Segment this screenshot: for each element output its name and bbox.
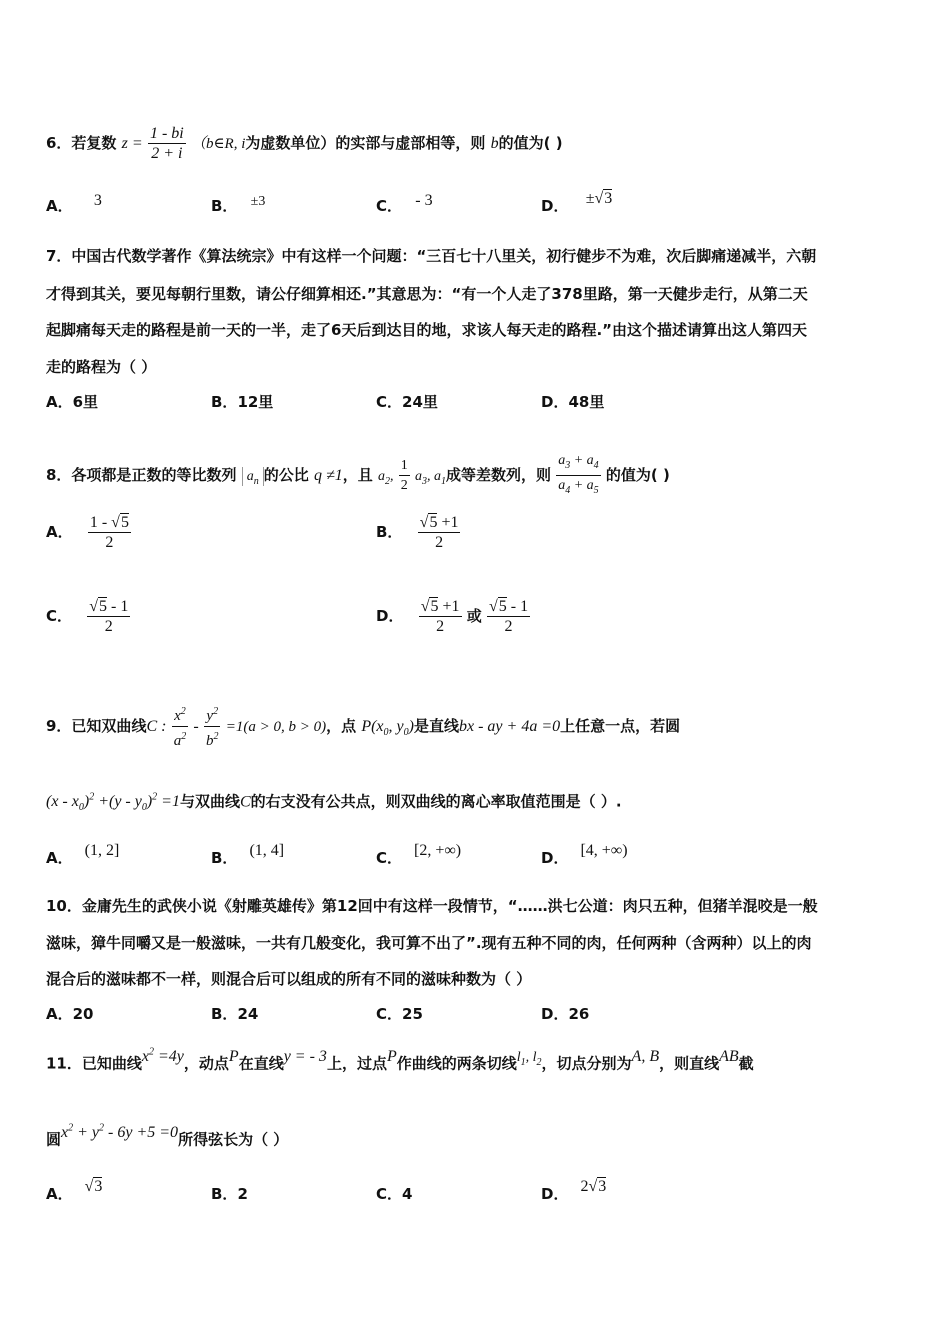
q6-option-c[interactable] (376, 192, 433, 217)
q11-points-ab: A, B (631, 1048, 660, 1066)
q11-tangent-lines: $l_1$, $l_2$ (516, 1050, 542, 1069)
question-9-stem (46, 702, 680, 751)
question-6-stem (46, 124, 563, 163)
q10-option-a[interactable] (46, 1004, 93, 1024)
question-8-stem (46, 451, 670, 500)
question-7-line-3: 起脚痛每天走的路程是前一天的一半，走了6天后到达目的地，求该人每天走的路程.”由这个描述请算出这人第四天 (46, 321, 807, 339)
option-value: $\frac{√5 +1}{2}$ (419, 514, 459, 551)
option-label: C． (46, 607, 73, 625)
question-10-line-1: 10．金庸先生的武侠小说《射雕英雄传》第12回中有这样一段情节，“……洪七公道：肉只五种，但猪羊混咬是一般 (46, 897, 818, 915)
option-value: 12里 (237, 393, 274, 411)
option-value: √3 (84, 1178, 103, 1195)
option-label: A． (46, 523, 73, 541)
option-value: 6里 (72, 393, 99, 411)
question-6-number: 6．若复数 (46, 134, 117, 152)
q11-line: y = - 3 (283, 1048, 327, 1066)
option-value: (1, 2] (84, 842, 120, 859)
option-value: 2 (237, 1185, 248, 1203)
option-value: 3 (93, 192, 102, 209)
q8-text-1: 的公比 (263, 465, 309, 484)
q11-text-7: 截 (738, 1054, 754, 1073)
option-or: 或 (466, 607, 482, 625)
q9-frac-x: $\frac{x^2}{a^2}$ (172, 702, 189, 751)
q6-option-a[interactable] (46, 192, 102, 217)
q8-option-c[interactable] (46, 597, 130, 636)
q8-option-a[interactable] (46, 513, 131, 552)
q11-option-b[interactable] (211, 1184, 248, 1204)
q10-option-b[interactable] (211, 1004, 258, 1024)
option-label: A． (46, 197, 73, 215)
q9-option-a[interactable] (46, 842, 120, 869)
q6-fraction-numerator: 1 - bi (149, 125, 184, 142)
option-label: C． (376, 197, 403, 215)
option-label: D． (541, 1185, 569, 1203)
option-value: ±√3 (585, 190, 613, 207)
q9-point-p: $P(x_0$, $y_0$) (361, 718, 414, 739)
q11-line-ab: AB (719, 1048, 739, 1066)
option-value: 24里 (402, 393, 438, 411)
question-9-number: 9．已知双曲线 (46, 717, 147, 735)
q6-fraction (148, 124, 186, 163)
option-label: B． (211, 393, 238, 411)
option-label: B． (211, 1185, 238, 1203)
q8-ratio-fraction: $\frac{a_3 + a_4}{a_4 + a_5}$ (558, 453, 599, 496)
question-11-stem (46, 1047, 754, 1080)
option-value: (1, 4] (249, 842, 285, 859)
q11-text-1: ，动点 (183, 1054, 229, 1073)
q6-tail: 的值为( ) (498, 134, 563, 152)
q11-text-4: 作曲线的两条切线 (396, 1054, 517, 1073)
q9-option-b[interactable] (211, 842, 285, 869)
option-label: A． (46, 1005, 73, 1023)
q8-term-a3-a1: $a_3$, $a_1$ (414, 468, 446, 487)
option-label: A． (46, 393, 73, 411)
q9-option-c[interactable] (376, 842, 462, 869)
q6-z-lhs: z = (121, 135, 143, 152)
q10-option-d[interactable] (541, 1004, 589, 1024)
question-7-line-2: 才得到其关，要见每朝行里数，请公仔细算相还.”其意思为：“有一个人走了378里路，第一天健步走行，从第二天 (46, 285, 808, 303)
question-11-number: 11．已知曲线 (46, 1054, 142, 1073)
option-value: 24 (237, 1005, 259, 1023)
q10-option-c[interactable] (376, 1004, 423, 1024)
option-label: D． (541, 393, 569, 411)
q9-text-3: 上任意一点，若圆 (560, 717, 681, 735)
option-label: D． (541, 1005, 569, 1023)
q8-text-3: 成等差数列，则 (445, 465, 551, 484)
q7-option-b[interactable] (211, 392, 273, 412)
q11-circle-prefix: 圆 (46, 1130, 62, 1149)
option-label: B． (211, 1005, 238, 1023)
option-value: 2√3 (580, 1178, 607, 1195)
question-10-line-3: 混合后的滋味都不一样，则混合后可以组成的所有不同的滋味种数为（ ） (46, 970, 532, 988)
q9-frac-y: $\frac{y^2}{b^2}$ (204, 702, 221, 751)
question-10-line-2: 滋味，獐牛同嚼又是一般滋味，一共有几般变化，我可算不出了”.现有五种不同的肉，任何两种（含两种）以上的肉 (46, 934, 812, 952)
q9-text-5: 的右支没有公共点，则双曲线的离心率取值范围是（ ）. (250, 792, 622, 811)
option-value: $\frac{√5 +1}{2}$ (420, 598, 460, 635)
option-label: D． (376, 607, 404, 625)
q8-text-2: ，且 (342, 465, 373, 484)
q11-point-p: P (228, 1048, 239, 1066)
q6-var-b: b (490, 135, 499, 152)
q11-option-a[interactable] (46, 1178, 103, 1205)
q11-text-5: ，切点分别为 (541, 1054, 632, 1073)
question-11-line-2 (46, 1123, 289, 1150)
option-value: ±3 (250, 194, 266, 209)
option-label: B． (211, 849, 238, 867)
q6-option-b[interactable] (211, 196, 265, 218)
q8-ratio: q ≠1 (313, 466, 343, 484)
option-value: 25 (402, 1005, 423, 1023)
question-7-line-1: 7．中国古代数学著作《算法统宗》中有这样一个问题：“三百七十八里关，初行健步不为难，次后脚痛递减半，六朝 (46, 247, 817, 265)
question-8-number: 8．各项都是正数的等比数列 (46, 465, 237, 484)
question-9-line-2 (46, 788, 622, 819)
q11-option-c[interactable] (376, 1184, 412, 1204)
option-value: 26 (568, 1005, 590, 1023)
q9-curve-c: C : (146, 718, 167, 735)
option-label: C． (376, 1185, 403, 1203)
option-value: 48里 (568, 393, 605, 411)
q9-line: bx - ay + 4a =0 (458, 718, 561, 735)
option-value: - 3 (415, 192, 433, 209)
option-label: A． (46, 849, 73, 867)
option-label: C． (376, 1005, 403, 1023)
q9-curve-c2: C (239, 793, 251, 811)
q11-point-p2: P (386, 1048, 397, 1066)
q11-circle: $x^2 + y^2 - 6y +5 =0$ (61, 1123, 179, 1142)
option-label: A． (46, 1185, 73, 1203)
option-value: 4 (402, 1185, 413, 1203)
q8-half-fraction: $\frac{1}{2}$ (400, 457, 408, 493)
q9-text-1: ，点 (326, 717, 357, 735)
q11-option-d[interactable] (541, 1178, 607, 1205)
option-value: [4, +∞) (580, 842, 628, 859)
q11-curve: $x^2 =4y$ (141, 1047, 184, 1066)
option-value: [2, +∞) (414, 842, 462, 859)
q9-text-4: 与双曲线 (179, 792, 240, 811)
q8-tail: 的值为( ) (605, 465, 670, 484)
q11-circle-tail: 所得弦长为（ ） (178, 1130, 289, 1149)
q9-text-2: 是直线 (413, 717, 459, 735)
q6-condition-tail: 为虚数单位）的实部与虚部相等，则 (245, 134, 486, 152)
q11-text-3: 上，过点 (326, 1054, 387, 1073)
option-value: 20 (72, 1005, 94, 1023)
q7-option-c[interactable] (376, 392, 438, 412)
option-value-2: $\frac{√5 - 1}{2}$ (488, 598, 529, 635)
q11-text-2: 在直线 (238, 1054, 284, 1073)
q7-option-a[interactable] (46, 392, 98, 412)
q9-equation: =1(a > 0, b > 0) (225, 719, 327, 735)
q6-option-d[interactable] (541, 190, 613, 217)
option-label: C． (376, 849, 403, 867)
q8-term-a2: $a_2$, (377, 468, 394, 487)
option-value: $\frac{√5 - 1}{2}$ (89, 598, 129, 635)
q6-fraction-denominator: 2 + i (151, 145, 183, 162)
q8-option-d[interactable] (376, 597, 530, 636)
q11-text-6: ，则直线 (659, 1054, 720, 1073)
q7-option-d[interactable] (541, 392, 604, 412)
q9-minus: - (193, 718, 199, 735)
option-label: B． (211, 197, 238, 215)
q8-sequence: $a_n$ (242, 467, 264, 486)
q6-condition: （b∈R, i (190, 136, 246, 152)
q9-circle: $(x - x_0)^2 +(y - y_0)^2 =1$ (46, 792, 180, 814)
q9-option-d[interactable] (541, 842, 628, 869)
option-label: B． (376, 523, 403, 541)
question-7-line-4: 走的路程为（ ） (46, 358, 157, 376)
option-label: C． (376, 393, 403, 411)
option-label: D． (541, 849, 569, 867)
option-value: $\frac{1 - √5}{2}$ (89, 514, 129, 551)
q8-option-b[interactable] (376, 513, 460, 552)
option-label: D． (541, 197, 569, 215)
